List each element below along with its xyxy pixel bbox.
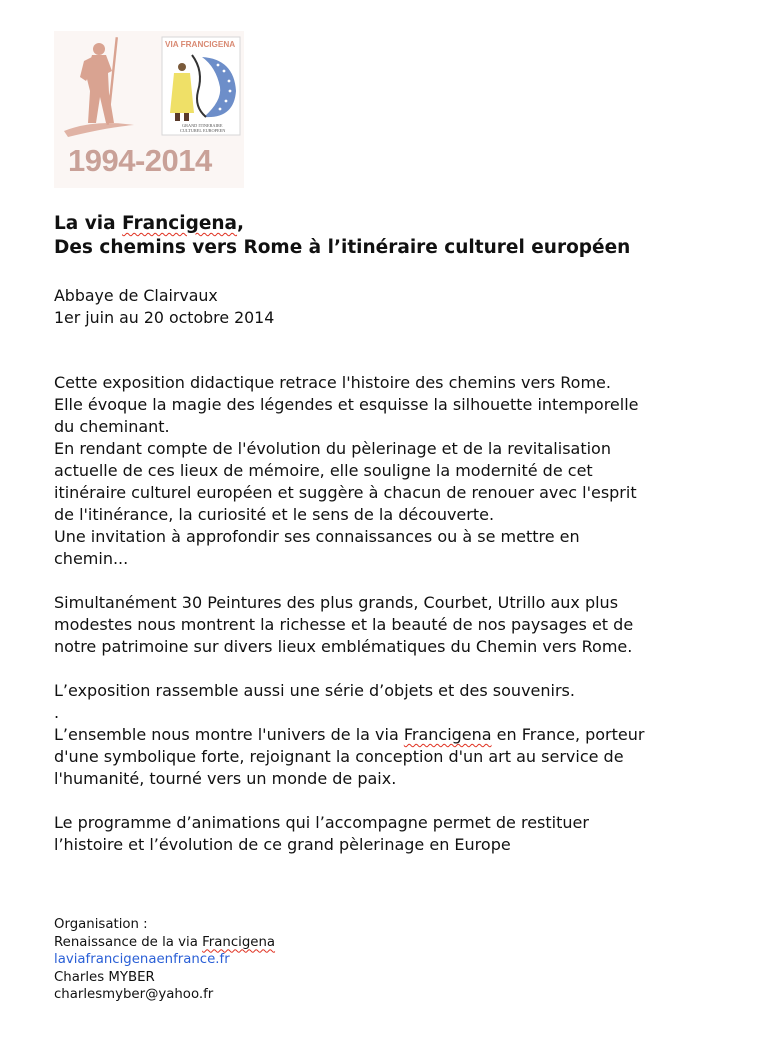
- badge-subtitle-2: CULTUREL EUROPEEN: [180, 128, 226, 133]
- body-dot: .: [54, 703, 60, 722]
- body-line: notre patrimoine sur divers lieux emblématiques du Chemin vers Rome.: [54, 637, 633, 656]
- body-line: Elle évoque la magie des légendes et esquisse la silhouette intemporelle: [54, 395, 639, 414]
- venue-place: Abbaye de Clairvaux: [54, 286, 218, 305]
- body-line: Simultanément 30 Peintures des plus grands, Courbet, Utrillo aux plus: [54, 593, 619, 612]
- body-line: itinéraire culturel européen et suggère à chacun de renouer avec l'esprit: [54, 483, 637, 502]
- organisation-label: Organisation :: [54, 917, 148, 932]
- body-line: du cheminant.: [54, 417, 170, 436]
- body-line: En rendant compte de l'évolution du pèlerinage et de la revitalisation: [54, 439, 611, 458]
- body-line: chemin...: [54, 549, 129, 568]
- badge-brand-text: VIA FRANCIGENA: [165, 40, 236, 49]
- organisation-block: [54, 916, 275, 1004]
- title-line-2: Des chemins vers Rome à l’itinéraire culturel européen: [54, 237, 631, 258]
- body-line: Le programme d’animations qui l’accompagne permet de restituer: [54, 813, 589, 832]
- website-link[interactable]: laviafrancigenaenfrance.fr: [54, 952, 230, 967]
- spellcheck-word: Francigena: [122, 213, 238, 234]
- logo-years: 1994-2014: [68, 143, 212, 178]
- contact-email: charlesmyber@yahoo.fr: [54, 987, 214, 1002]
- body-line: d'une symbolique forte, rejoignant la conception d'un art au service de: [54, 747, 624, 766]
- document-body: [54, 372, 754, 856]
- body-line: l'humanité, tourné vers un monde de paix.: [54, 769, 397, 788]
- body-line: Cette exposition didactique retrace l'histoire des chemins vers Rome.: [54, 373, 611, 392]
- body-line: L’exposition rassemble aussi une série d’objets et des souvenirs.: [54, 681, 575, 700]
- event-logo: [54, 31, 244, 188]
- body-line: actuelle de ces lieux de mémoire, elle souligne la modernité de cet: [54, 461, 593, 480]
- body-line: Une invitation à approfondir ses connaissances ou à se mettre en: [54, 527, 580, 546]
- title-line-1: La via Francigena,: [54, 213, 245, 234]
- body-line: L’ensemble nous montre l'univers de la via Francigena en France, porteur: [54, 725, 645, 744]
- badge-subtitle-1: GRAND ITINERAIRE: [182, 123, 223, 128]
- spellcheck-word: Francigena: [403, 725, 492, 744]
- body-line: modestes nous montrent la richesse et la beauté de nos paysages et de: [54, 615, 634, 634]
- spellcheck-word: Francigena: [202, 934, 276, 950]
- organisation-name: Renaissance de la via Francigena: [54, 934, 276, 950]
- body-line: l’histoire et l’évolution de ce grand pèlerinage en Europe: [54, 835, 511, 854]
- document-title: [54, 212, 630, 260]
- venue-block: [54, 285, 274, 329]
- contact-name: Charles MYBER: [54, 969, 155, 985]
- body-line: de l'itinérance, la curiosité et le sens de la découverte.: [54, 505, 495, 524]
- venue-dates: 1er juin au 20 octobre 2014: [54, 308, 275, 327]
